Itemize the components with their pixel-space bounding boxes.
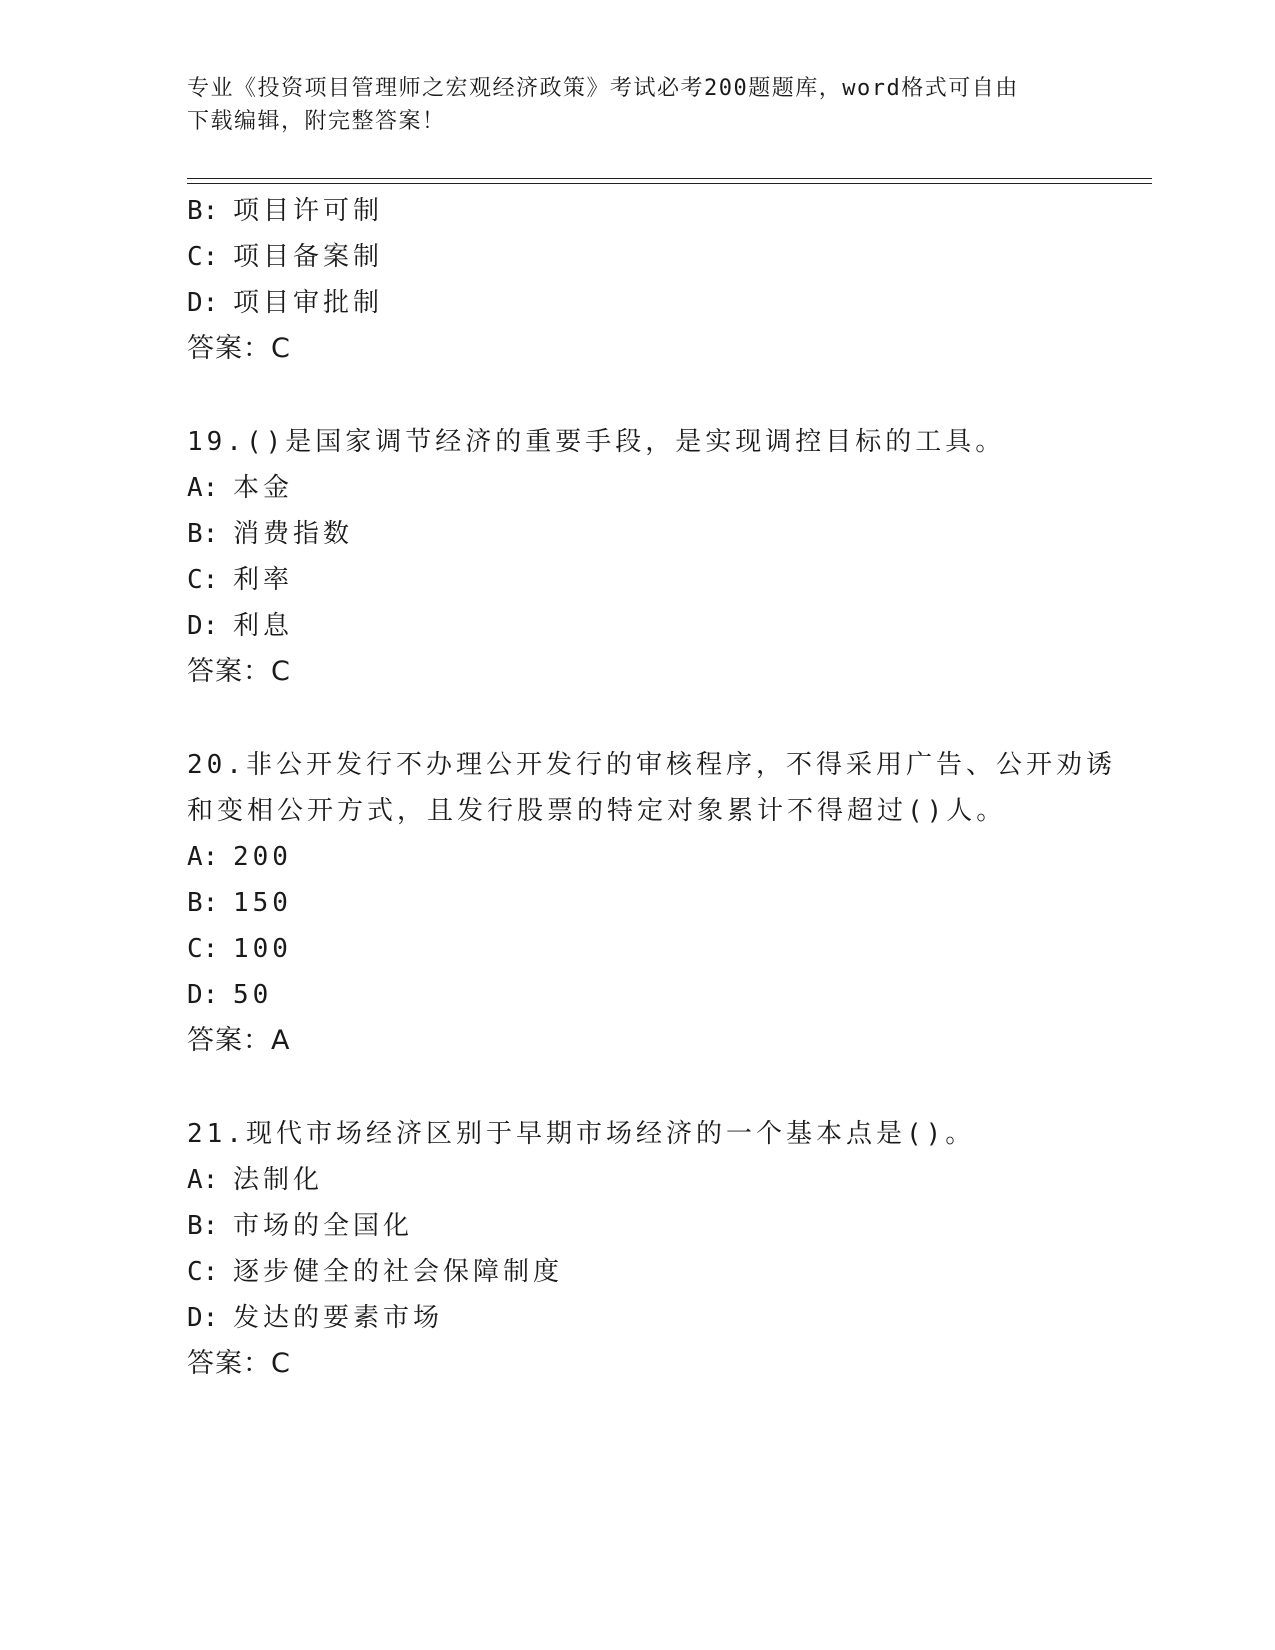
option-key: C: — [187, 242, 219, 272]
option-a — [187, 1157, 1147, 1203]
question-text-line-1: 20.非公开发行不办理公开发行的审核程序，不得采用广告、公开劝诱 — [187, 750, 1116, 780]
option-key: D: — [187, 611, 219, 641]
spacer — [187, 372, 1147, 419]
spacer — [187, 1064, 1147, 1111]
header-line-1: 专业《投资项目管理师之宏观经济政策》考试必考200题题库，word格式可自由 — [187, 76, 1019, 101]
option-b — [187, 880, 1147, 926]
option-text: 150 — [233, 888, 292, 918]
option-text: 项目备案制 — [233, 242, 384, 272]
option-b — [187, 1203, 1147, 1249]
question-text: 21.现代市场经济区别于早期市场经济的一个基本点是()。 — [187, 1119, 976, 1149]
spacer — [187, 695, 1147, 742]
option-c — [187, 234, 1147, 280]
option-key: A: — [187, 842, 219, 872]
answer-line: 答案：C — [187, 1348, 291, 1379]
option-text: 项目审批制 — [233, 288, 384, 318]
question-18 — [187, 188, 1147, 372]
question-text: 19.()是国家调节经济的重要手段，是实现调控目标的工具。 — [187, 427, 1006, 457]
option-key: C: — [187, 934, 219, 964]
option-b — [187, 511, 1147, 557]
option-d — [187, 1295, 1147, 1341]
option-text: 100 — [233, 934, 292, 964]
header-divider-top — [187, 178, 1152, 179]
option-text: 市场的全国化 — [233, 1211, 414, 1241]
option-c — [187, 926, 1147, 972]
option-text: 50 — [233, 980, 273, 1010]
question-list — [187, 188, 1147, 1387]
question-19 — [187, 419, 1147, 695]
answer-line: 答案：C — [187, 656, 291, 687]
header-divider-bottom — [187, 183, 1152, 184]
option-key: B: — [187, 888, 219, 918]
option-text: 发达的要素市场 — [233, 1303, 444, 1333]
option-key: C: — [187, 1257, 219, 1287]
document-header — [187, 72, 1087, 138]
option-c — [187, 557, 1147, 603]
answer-line: 答案：C — [187, 333, 291, 364]
question-20 — [187, 742, 1147, 1064]
option-key: B: — [187, 1211, 219, 1241]
option-key: A: — [187, 473, 219, 503]
header-line-2: 下载编辑，附完整答案！ — [187, 109, 446, 134]
answer-line: 答案：A — [187, 1025, 291, 1056]
option-a — [187, 465, 1147, 511]
option-a — [187, 834, 1147, 880]
option-text: 消费指数 — [233, 519, 354, 549]
option-key: D: — [187, 980, 219, 1010]
question-text-line-2: 和变相公开方式，且发行股票的特定对象累计不得超过()人。 — [187, 796, 1007, 826]
option-c — [187, 1249, 1147, 1295]
option-d — [187, 972, 1147, 1018]
option-key: D: — [187, 288, 219, 318]
option-key: D: — [187, 1303, 219, 1333]
option-d — [187, 280, 1147, 326]
option-text: 逐步健全的社会保障制度 — [233, 1257, 564, 1287]
option-text: 本金 — [233, 473, 294, 503]
option-text: 利率 — [233, 565, 294, 595]
option-d — [187, 603, 1147, 649]
question-21 — [187, 1111, 1147, 1387]
option-b — [187, 188, 1147, 234]
option-key: B: — [187, 196, 219, 226]
option-text: 200 — [233, 842, 292, 872]
option-text: 利息 — [233, 611, 294, 641]
option-text: 法制化 — [233, 1165, 324, 1195]
option-key: A: — [187, 1165, 219, 1195]
option-key: B: — [187, 519, 219, 549]
option-text: 项目许可制 — [233, 196, 384, 226]
option-key: C: — [187, 565, 219, 595]
